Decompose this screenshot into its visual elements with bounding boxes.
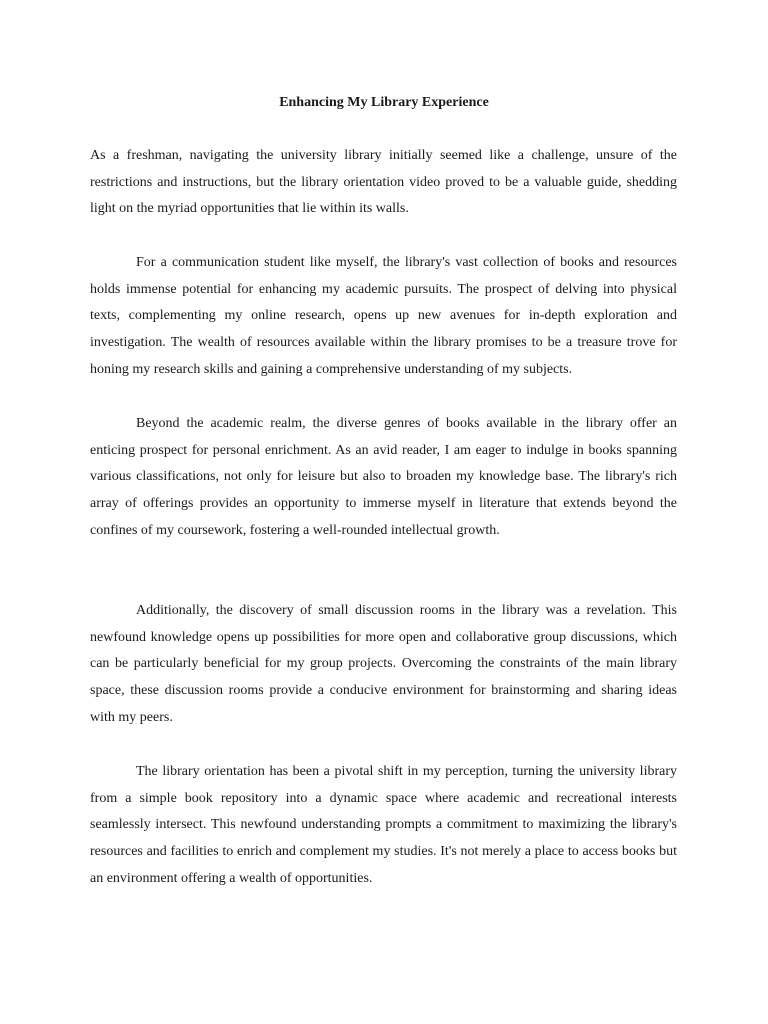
paragraph-personal-enrichment: Beyond the academic realm, the diverse genres of books available in the library offer an enticing prospect for personal enrichment. As an avid reader, I am eager to indulge in books spanning various classifications, not only for leisure but also to broaden my knowledge base. The library's rich array of offerings provides an opportunity to immerse myself in literature that extends beyond the confines of my coursework, fostering a well-rounded intellectual growth. [90,416,677,538]
paragraph-conclusion: The library orientation has been a pivotal shift in my perception, turning the university library from a simple book repository into a dynamic space where academic and recreational interests seamlessly intersect. This newfound understanding prompts a commitment to maximizing the library's resources and facilities to enrich and complement my studies. It's not merely a place to access books but an environment offering a wealth of opportunities. [90,764,677,886]
paragraph-intro: As a freshman, navigating the university library initially seemed like a challenge, unsure of the restrictions and instructions, but the library orientation video proved to be a valuable guide, shedding light on the myriad opportunities that lie within its walls. [90,148,677,217]
paragraph-academic-resources: For a communication student like myself, the library's vast collection of books and resources holds immense potential for enhancing my academic pursuits. The prospect of delving into physical texts, complementing my online research, opens up new avenues for in-depth exploration and investigation. The wealth of resources available within the library promises to be a treasure trove for honing my research skills and gaining a comprehensive understanding of my subjects. [90,255,677,377]
paragraph-discussion-rooms: Additionally, the discovery of small discussion rooms in the library was a revelation. This newfound knowledge opens up possibilities for more open and collaborative group discussions, which can be particularly beneficial for my group projects. Overcoming the constraints of the main library space, these discussion rooms provide a conducive environment for brainstorming and sharing ideas with my peers. [90,603,677,725]
document-title: Enhancing My Library Experience [279,95,489,110]
